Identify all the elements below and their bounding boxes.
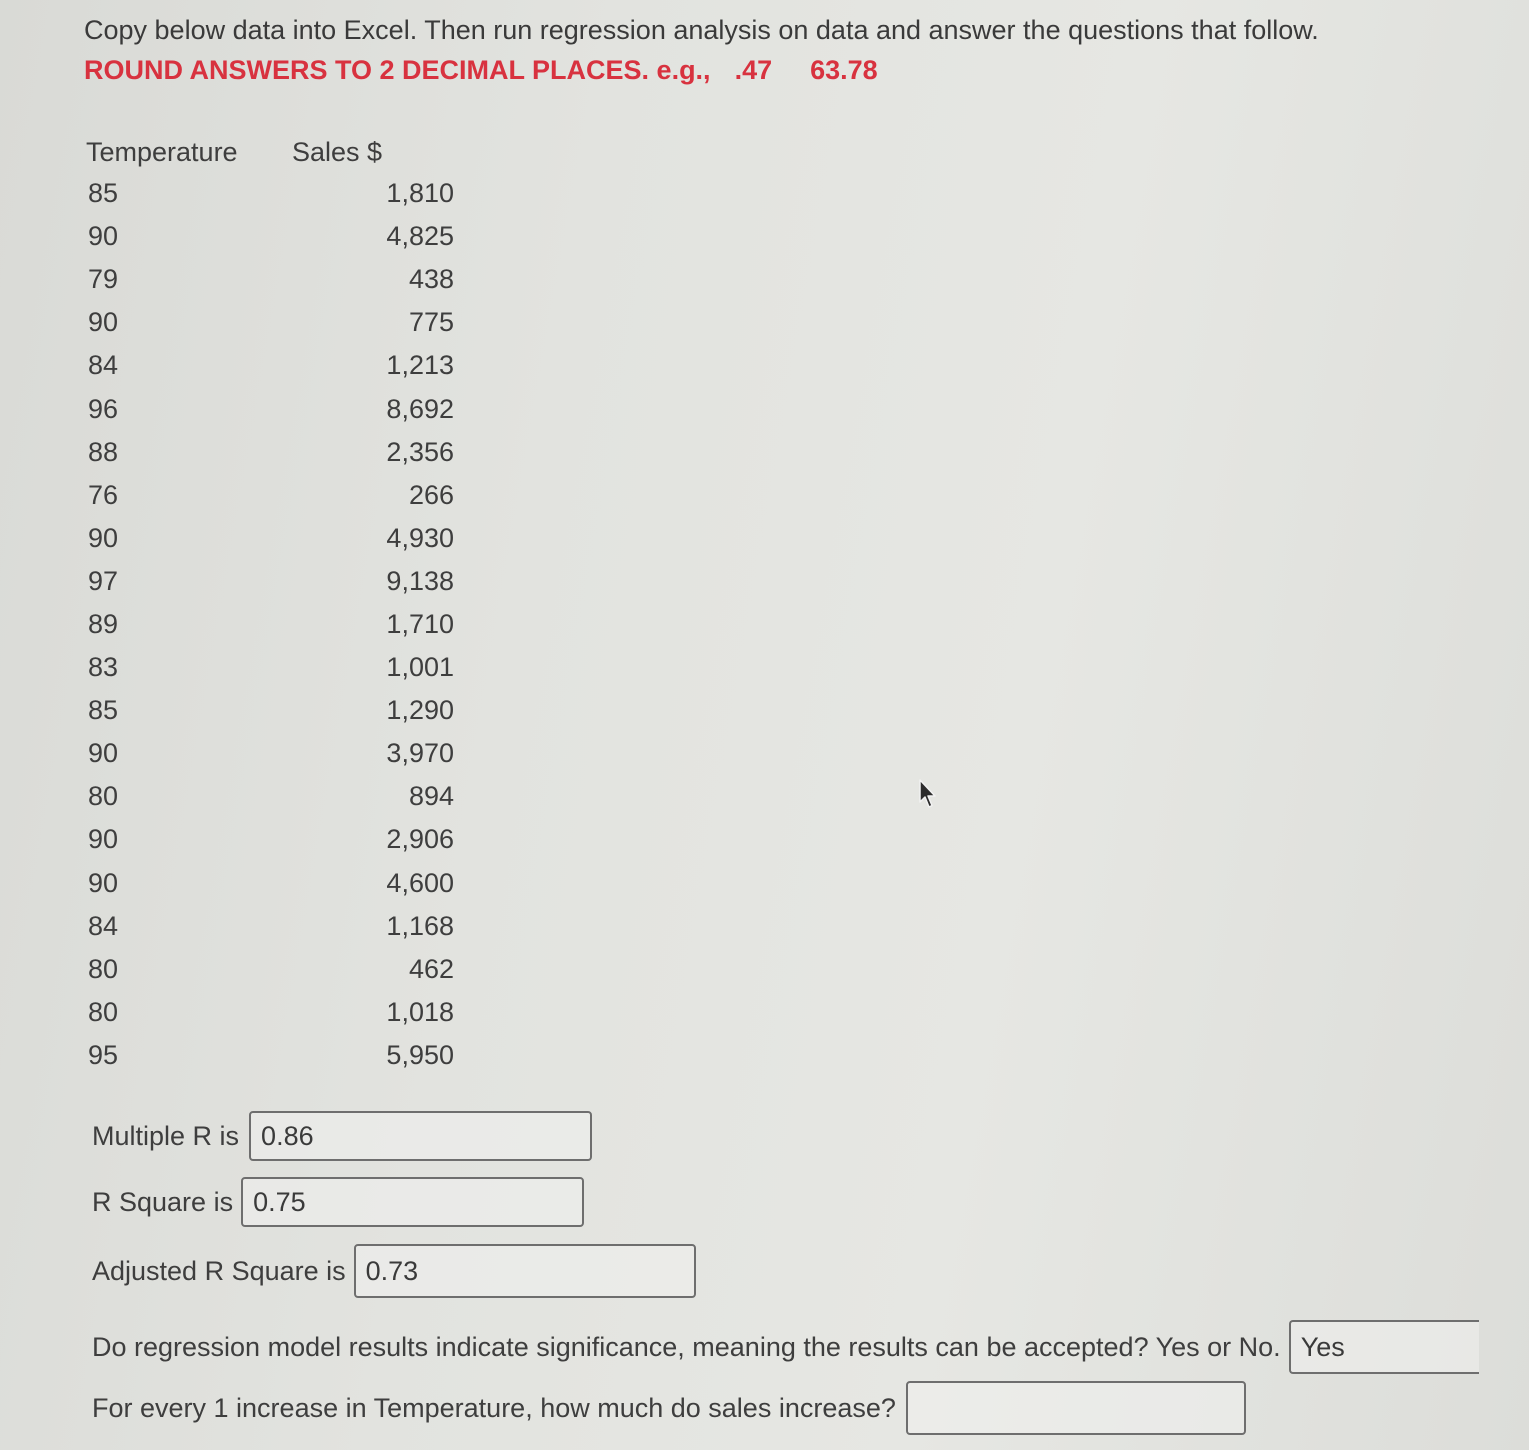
sales-cell: 2,906 <box>386 824 454 855</box>
sales-cell: 894 <box>408 781 454 812</box>
adjusted-r-square-label: Adjusted R Square is <box>92 1255 346 1286</box>
sales-cell: 5,950 <box>386 1039 454 1070</box>
multiple-r-question <box>92 1111 592 1161</box>
temperature-cell: 90 <box>88 738 119 769</box>
table-row <box>86 387 454 430</box>
rounding-example-2: 63.78 <box>810 55 878 85</box>
sales-increase-label: For every 1 increase in Temperature, how much do sales increase? <box>92 1392 896 1423</box>
table-header <box>86 132 454 172</box>
header-sales: Sales $ <box>292 136 383 167</box>
sales-cell: 266 <box>408 479 454 510</box>
temperature-cell: 96 <box>88 393 119 424</box>
table-row <box>86 732 454 775</box>
significance-label: Do regression model results indicate significance, meaning the results can be accepted? Yes or No. <box>92 1331 1281 1362</box>
rounding-instruction <box>84 50 1319 90</box>
table-row <box>86 991 454 1034</box>
sales-cell: 4,825 <box>386 221 454 252</box>
temperature-cell: 80 <box>88 953 119 984</box>
instruction-text: Copy below data into Excel. Then run regression analysis on data and answer the questions that follow. <box>84 15 1319 45</box>
table-row <box>86 344 454 387</box>
table-row <box>86 905 454 948</box>
table-row <box>86 301 454 344</box>
sales-cell: 775 <box>408 307 454 338</box>
temperature-cell: 90 <box>88 867 119 898</box>
table-row <box>86 258 454 301</box>
adjusted-r-square-input[interactable]: 0.73 <box>354 1244 696 1298</box>
sales-increase-question <box>92 1381 1246 1435</box>
rounding-instruction-text: ROUND ANSWERS TO 2 DECIMAL PLACES. e.g., <box>84 55 711 85</box>
sales-increase-input[interactable] <box>906 1381 1246 1435</box>
temperature-cell: 89 <box>88 608 119 639</box>
r-square-label: R Square is <box>92 1186 234 1217</box>
header-temperature: Temperature <box>86 136 238 167</box>
temperature-cell: 97 <box>88 565 119 596</box>
significance-question <box>92 1320 1479 1374</box>
instructions <box>84 10 1319 90</box>
sales-cell: 462 <box>408 953 454 984</box>
table-row <box>86 517 454 560</box>
sales-cell: 1,168 <box>386 910 454 941</box>
sales-cell: 1,001 <box>386 652 454 683</box>
r-square-input[interactable]: 0.75 <box>241 1177 584 1227</box>
table-row <box>86 215 454 258</box>
sales-cell: 8,692 <box>386 393 454 424</box>
table-row <box>86 1034 454 1077</box>
table-row <box>86 818 454 861</box>
temperature-cell: 80 <box>88 996 119 1027</box>
multiple-r-input[interactable]: 0.86 <box>249 1111 592 1161</box>
sales-cell: 438 <box>408 264 454 295</box>
sales-cell: 9,138 <box>386 565 454 596</box>
temperature-cell: 84 <box>88 350 119 381</box>
sales-cell: 1,810 <box>386 178 454 209</box>
multiple-r-label: Multiple R is <box>92 1120 240 1151</box>
significance-input[interactable]: Yes <box>1289 1320 1479 1374</box>
temperature-cell: 85 <box>88 178 119 209</box>
sales-cell: 2,356 <box>386 436 454 467</box>
table-row <box>86 172 454 215</box>
sales-cell: 1,018 <box>386 996 454 1027</box>
sales-cell: 4,930 <box>386 522 454 553</box>
sales-cell: 1,290 <box>386 695 454 726</box>
table-row <box>86 431 454 474</box>
temperature-cell: 90 <box>88 307 119 338</box>
data-table <box>86 132 454 1077</box>
sales-cell: 1,710 <box>386 608 454 639</box>
r-square-question <box>92 1177 584 1227</box>
table-row <box>86 560 454 603</box>
table-row <box>86 646 454 689</box>
temperature-cell: 79 <box>88 264 119 295</box>
temperature-cell: 90 <box>88 522 119 553</box>
temperature-cell: 84 <box>88 910 119 941</box>
table-body <box>86 172 454 1077</box>
sales-cell: 1,213 <box>386 350 454 381</box>
temperature-cell: 85 <box>88 695 119 726</box>
sales-cell: 3,970 <box>386 738 454 769</box>
table-row <box>86 474 454 517</box>
rounding-example-1: .47 <box>734 55 773 85</box>
table-row <box>86 862 454 905</box>
temperature-cell: 88 <box>88 436 119 467</box>
table-row <box>86 948 454 991</box>
sales-cell: 4,600 <box>386 867 454 898</box>
temperature-cell: 90 <box>88 824 119 855</box>
mouse-pointer-icon <box>918 778 940 812</box>
temperature-cell: 80 <box>88 781 119 812</box>
temperature-cell: 95 <box>88 1039 119 1070</box>
adjusted-r-square-question <box>92 1244 696 1298</box>
temperature-cell: 90 <box>88 221 119 252</box>
table-row <box>86 775 454 818</box>
table-row <box>86 603 454 646</box>
temperature-cell: 83 <box>88 652 119 683</box>
temperature-cell: 76 <box>88 479 119 510</box>
table-row <box>86 689 454 732</box>
